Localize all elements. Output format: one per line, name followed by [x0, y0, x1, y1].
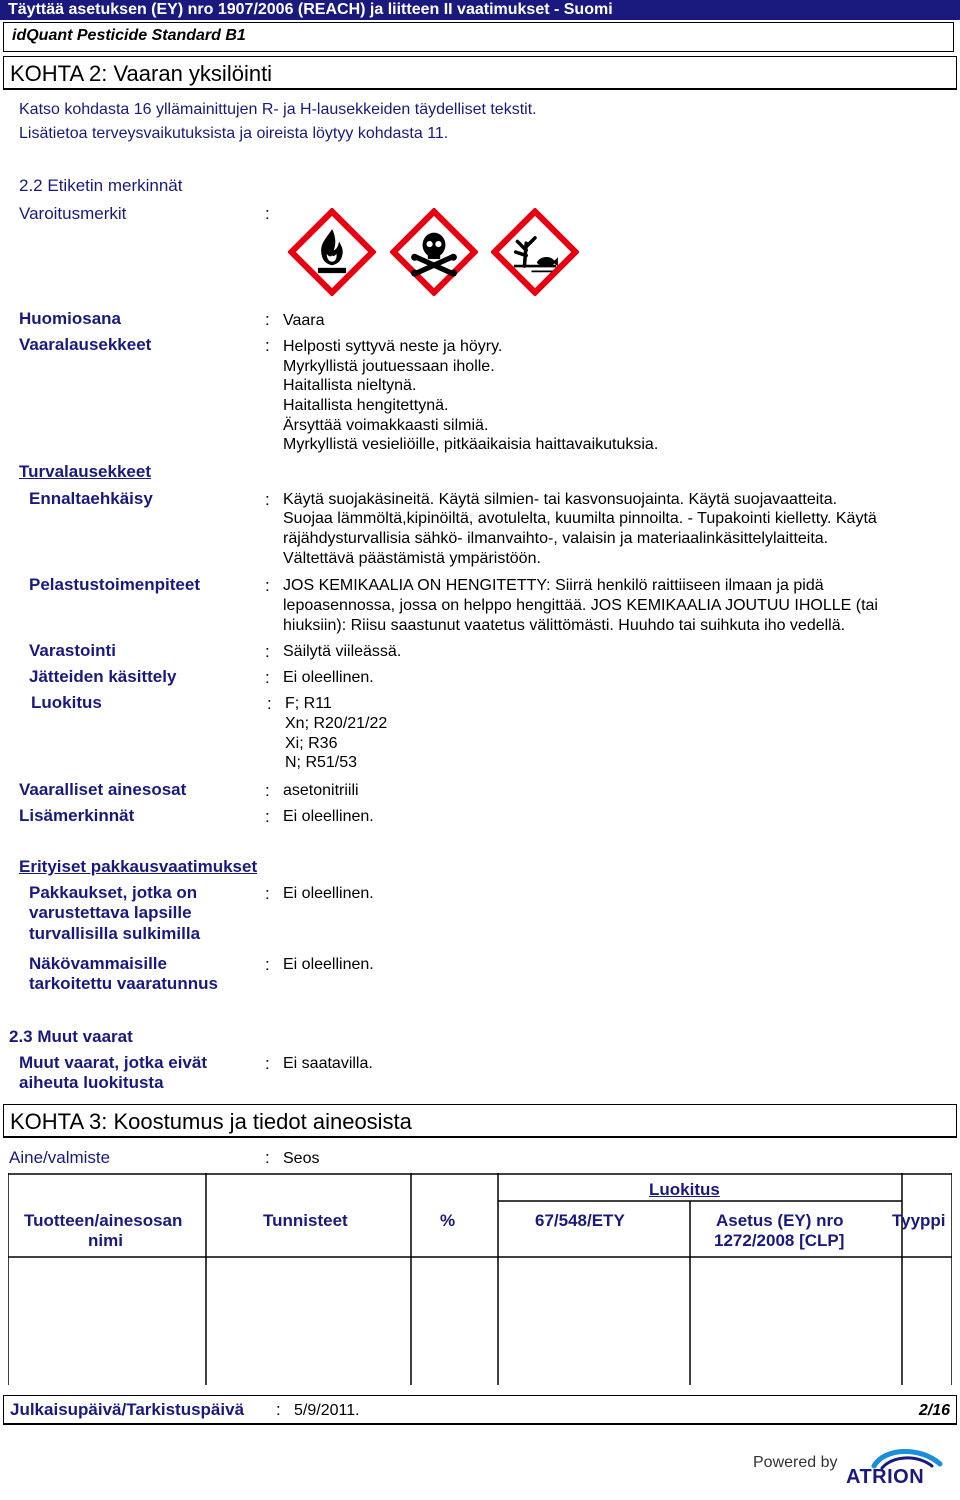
- table-header-percent: %: [440, 1211, 456, 1230]
- supplemental-label: Lisämerkinnät: [19, 806, 135, 825]
- powered-by-text: Powered by: [753, 1454, 838, 1471]
- signal-word-label: Huomiosana: [19, 309, 122, 328]
- classification-line-4: N; R51/53: [285, 754, 358, 771]
- hazard-statement-3: Haitallista nieltynä.: [283, 377, 417, 394]
- page-number: 2/16: [918, 1402, 950, 1419]
- hazard-statement-5: Ärsyttää voimakkaasti silmiä.: [283, 417, 489, 434]
- colon: :: [265, 1054, 270, 1073]
- environment-icon: [491, 208, 579, 296]
- hazardous-components-label: Vaaralliset ainesosat: [19, 780, 187, 799]
- hazard-statement-1: Helposti syttyvä neste ja höyry.: [283, 338, 503, 355]
- child-resistant-value: Ei oleellinen.: [283, 885, 374, 902]
- classification-line-2: Xn; R20/21/22: [285, 715, 388, 732]
- classification-label: Luokitus: [31, 693, 102, 712]
- response-line-2: lepoasennossa, jossa on helppo hengittää. JOS KEMIKAALIA JOUTUU IHOLLE (tai: [283, 597, 878, 614]
- classification-line-1: F; R11: [285, 695, 332, 712]
- disposal-label: Jätteiden käsittely: [29, 667, 177, 686]
- other-hazards-label-line-2: aiheuta luokitusta: [19, 1073, 164, 1092]
- signal-word-value: Vaara: [283, 312, 325, 329]
- precautionary-statements-label: Turvalausekkeet: [19, 462, 151, 481]
- prevention-line-4: Vältettävä päästämistä ympäristöön.: [283, 550, 541, 567]
- colon: :: [265, 204, 270, 223]
- child-resistant-label-line-2: varustettava lapsille: [29, 903, 192, 922]
- colon: :: [265, 955, 270, 974]
- colon: :: [265, 807, 270, 826]
- hazard-statement-4: Haitallista hengitettynä.: [283, 397, 449, 414]
- footer-box: [3, 1395, 957, 1425]
- colon: :: [265, 884, 270, 903]
- colon: :: [265, 336, 270, 355]
- section-2-header: [3, 56, 957, 90]
- colon: :: [265, 668, 270, 687]
- substance-label: Aine/valmiste: [9, 1148, 111, 1167]
- other-hazards-label-line-1: Muut vaarat, jotka eivät: [19, 1053, 208, 1072]
- footer-date-label: Julkaisupäivä/Tarkistuspäivä: [10, 1400, 245, 1419]
- intro-line-2: Lisätietoa terveysvaikutuksista ja oireista löytyy kohdasta 11.: [19, 125, 449, 142]
- footer-date-value: 5/9/2011.: [294, 1402, 360, 1419]
- child-resistant-label-line-1: Pakkaukset, jotka on: [29, 883, 198, 902]
- subsection-2-2-heading: 2.2 Etiketin merkinnät: [19, 176, 183, 195]
- section-3-title: KOHTA 3: Koostumus ja tiedot aineosista: [10, 1109, 412, 1134]
- subsection-2-3-heading: 2.3 Muut vaarat: [9, 1027, 133, 1046]
- prevention-line-3: räjähdysturvallisia sähkö- ilmanvaihto-, valaisin ja materiaalinkäsittelylaitteita.: [283, 530, 829, 547]
- tactile-value: Ei oleellinen.: [283, 956, 374, 973]
- hazardous-components-value: asetonitriili: [283, 782, 359, 799]
- colon: :: [265, 1148, 270, 1167]
- colon: :: [265, 310, 270, 329]
- other-hazards-value: Ei saatavilla.: [283, 1055, 373, 1072]
- table-header-regulation-line-2: 1272/2008 [CLP]: [714, 1231, 845, 1250]
- table-classification-group-header: Luokitus: [649, 1180, 720, 1199]
- regulation-header-bar: [0, 0, 960, 20]
- storage-value: Säilytä viileässä.: [283, 643, 402, 660]
- table-header-type: Tyyppi: [892, 1211, 946, 1230]
- substance-value: Seos: [283, 1150, 320, 1167]
- colon: :: [267, 694, 272, 713]
- atrion-logo-text: ATRION: [846, 1466, 925, 1488]
- regulation-title: Täyttää asetuksen (EY) nro 1907/2006 (REACH) ja liitteen II vaatimukset - Suomi: [8, 1, 613, 18]
- prevention-line-1: Käytä suojakäsineitä. Käytä silmien- tai kasvonsuojainta. Käytä suojavaatteita.: [283, 491, 838, 508]
- colon: :: [265, 642, 270, 661]
- skull-crossbones-icon: [390, 208, 478, 296]
- product-name: idQuant Pesticide Standard B1: [12, 27, 246, 44]
- colon: :: [276, 1400, 281, 1419]
- table-header-name-line-1: Tuotteen/ainesosan: [24, 1211, 183, 1230]
- storage-label: Varastointi: [29, 641, 116, 660]
- tactile-label-line-2: tarkoitettu vaaratunnus: [29, 974, 218, 993]
- child-resistant-label-line-3: turvallisilla sulkimilla: [29, 924, 201, 943]
- response-line-1: JOS KEMIKAALIA ON HENGITETTY: Siirrä henkilö raittiiseen ilmaan ja pidä: [283, 577, 824, 594]
- packaging-requirements-label: Erityiset pakkausvaatimukset: [19, 857, 258, 876]
- hazard-statement-2: Myrkyllistä joutuessaan iholle.: [283, 358, 495, 375]
- product-name-box: [3, 22, 954, 52]
- flame-icon: [288, 208, 376, 296]
- composition-table-grid: [8, 1173, 952, 1385]
- table-header-directive: 67/548/ETY: [535, 1211, 625, 1230]
- table-header-identifiers: Tunnisteet: [263, 1211, 348, 1230]
- hazard-statement-6: Myrkyllistä vesieliöille, pitkäaikaisia haittavaikutuksia.: [283, 436, 659, 453]
- intro-line-1: Katso kohdasta 16 yllämainittujen R- ja H-lausekkeiden täydelliset tekstit.: [19, 101, 537, 118]
- prevention-line-2: Suojaa lämmöltä,kipinöiltä, avotulelta, kuumilta pinnoilta. - Tupakointi kielletty. Käytä: [283, 510, 877, 527]
- section-3-header: [3, 1104, 957, 1138]
- table-header-name-line-2: nimi: [88, 1231, 123, 1250]
- colon: :: [265, 576, 270, 595]
- supplemental-value: Ei oleellinen.: [283, 808, 374, 825]
- tactile-label-line-1: Näkövammaisille: [29, 954, 167, 973]
- disposal-value: Ei oleellinen.: [283, 669, 374, 686]
- response-line-3: hiuksiin): Riisu saastunut vaatetus välittömästi. Huuhdo tai suihkuta iho vedellä.: [283, 617, 846, 634]
- classification-line-3: Xi; R36: [285, 735, 338, 752]
- hazard-statements-label: Vaaralausekkeet: [19, 335, 152, 354]
- prevention-label: Ennaltaehkäisy: [29, 489, 153, 508]
- section-2-title: KOHTA 2: Vaaran yksilöinti: [10, 61, 273, 86]
- colon: :: [265, 781, 270, 800]
- response-label: Pelastustoimenpiteet: [29, 575, 200, 594]
- table-header-regulation-line-1: Asetus (EY) nro: [716, 1211, 844, 1230]
- colon: :: [265, 490, 270, 509]
- pictograms-label: Varoitusmerkit: [19, 204, 127, 223]
